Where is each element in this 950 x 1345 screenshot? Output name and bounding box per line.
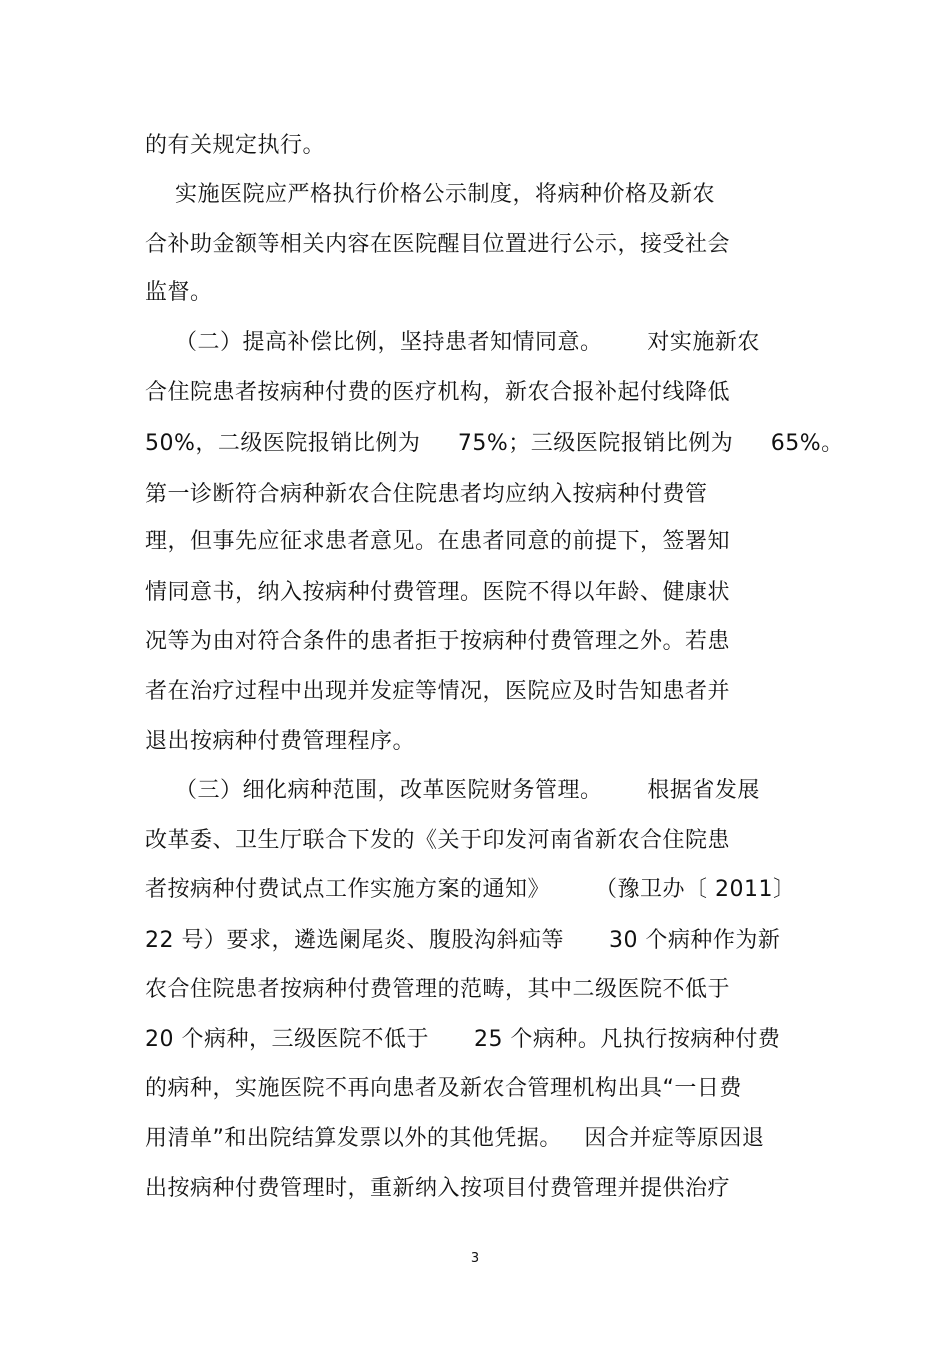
text-line: 理，但事先应征求患者意见。在患者同意的前提下，签署知 <box>145 529 731 554</box>
text-line: 第一诊断符合病种新农合住院患者均应纳入按病种付费管 <box>145 482 708 507</box>
text-line: 者按病种付费试点工作实施方案的通知》 （豫卫办〔 2011〕 <box>145 877 796 902</box>
text-line: 22 号）要求，遴选阑尾炎、腹股沟斜疝等 30 个病种作为新 <box>145 928 781 953</box>
text-line: 农合住院患者按病种付费管理的范畴，其中二级医院不低于 <box>145 977 731 1002</box>
text-line: 50%，二级医院报销比例为 75%；三级医院报销比例为 65%。 <box>145 431 844 456</box>
text-line: 的病种，实施医院不再向患者及新农合管理机构出具“一日费 <box>145 1076 742 1101</box>
text-line: 出按病种付费管理时，重新纳入按项目付费管理并提供治疗 <box>145 1176 731 1201</box>
text-line: 退出按病种付费管理程序。 <box>145 729 416 754</box>
text-line: 合住院患者按病种付费的医疗机构，新农合报补起付线降低 <box>145 380 731 405</box>
text-line: 者在治疗过程中出现并发症等情况，医院应及时告知患者并 <box>145 679 731 704</box>
text-line: （三）细化病种范围，改革医院财务管理。 根据省发展 <box>145 778 760 803</box>
text-line: 改革委、卫生厅联合下发的《关于印发河南省新农合住院患 <box>145 828 731 853</box>
page-number: 3 <box>470 1251 480 1266</box>
text-line: 监督。 <box>145 280 213 305</box>
text-line: 用清单”和出院结算发票以外的其他凭据。 因合并症等原因退 <box>145 1126 765 1151</box>
text-line: 20 个病种，三级医院不低于 25 个病种。凡执行按病种付费 <box>145 1027 781 1052</box>
text-line: （二）提高补偿比例，坚持患者知情同意。 对实施新农 <box>145 330 760 355</box>
text-line: 况等为由对符合条件的患者拒于按病种付费管理之外。若患 <box>145 629 731 654</box>
text-line: 的有关规定执行。 <box>145 133 326 158</box>
text-line: 实施医院应严格执行价格公示制度，将病种价格及新农 <box>145 182 715 207</box>
text-line: 情同意书，纳入按病种付费管理。医院不得以年龄、健康状 <box>145 580 731 605</box>
text-line: 合补助金额等相关内容在医院醒目位置进行公示，接受社会 <box>145 232 731 257</box>
